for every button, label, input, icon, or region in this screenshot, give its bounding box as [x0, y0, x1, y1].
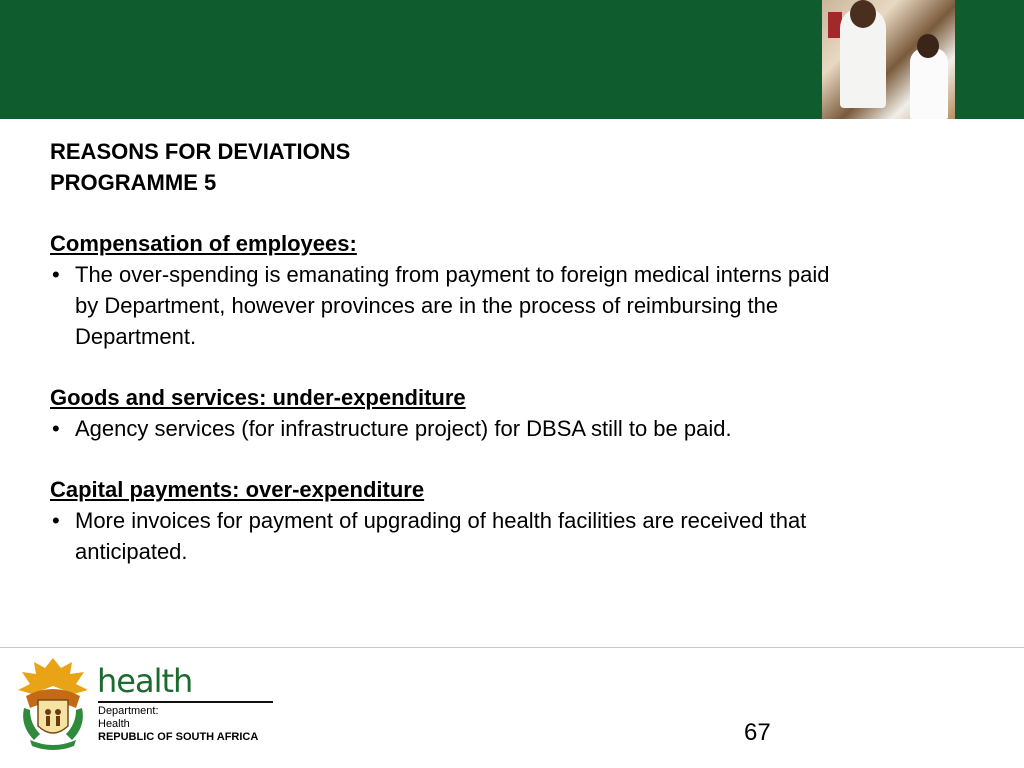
bullet-line: The over-spending is emanating from payment to foreign medical interns paid: [75, 262, 830, 287]
slide-title-line2: PROGRAMME 5: [50, 170, 217, 195]
bullet-item: [50, 413, 970, 444]
logo-rule: [98, 701, 273, 703]
bullet-line: Department.: [75, 324, 197, 349]
bullet-line: Agency services (for infrastructure project) for DBSA still to be paid.: [75, 416, 732, 441]
bullet-line: by Department, however provinces are in the process of reimbursing the: [75, 293, 779, 318]
page-number: 67: [744, 719, 771, 746]
dept-line3: REPUBLIC OF SOUTH AFRICA: [98, 731, 259, 743]
dept-line2: Health: [98, 718, 130, 730]
footer-divider: [0, 647, 1024, 648]
header-photo: [822, 0, 955, 119]
health-logo-word: health: [97, 662, 193, 700]
bullet-line: anticipated.: [75, 539, 188, 564]
coat-of-arms-icon: [16, 656, 90, 750]
section-heading-compensation: Compensation of employees:: [50, 231, 357, 256]
dept-line1: Department:: [98, 705, 159, 717]
bullet-item: [50, 505, 970, 567]
section-heading-goods-services: Goods and services: under-expenditure: [50, 385, 466, 410]
bullet-icon: •: [52, 508, 60, 533]
bullet-line: More invoices for payment of upgrading of health facilities are received that: [75, 508, 807, 533]
slide-title-line1: REASONS FOR DEVIATIONS: [50, 139, 351, 164]
bullet-icon: •: [52, 416, 60, 441]
slide-content: [50, 136, 970, 567]
bullet-item: [50, 259, 970, 352]
bullet-icon: •: [52, 262, 60, 287]
section-heading-capital-payments: Capital payments: over-expenditure: [50, 477, 425, 502]
